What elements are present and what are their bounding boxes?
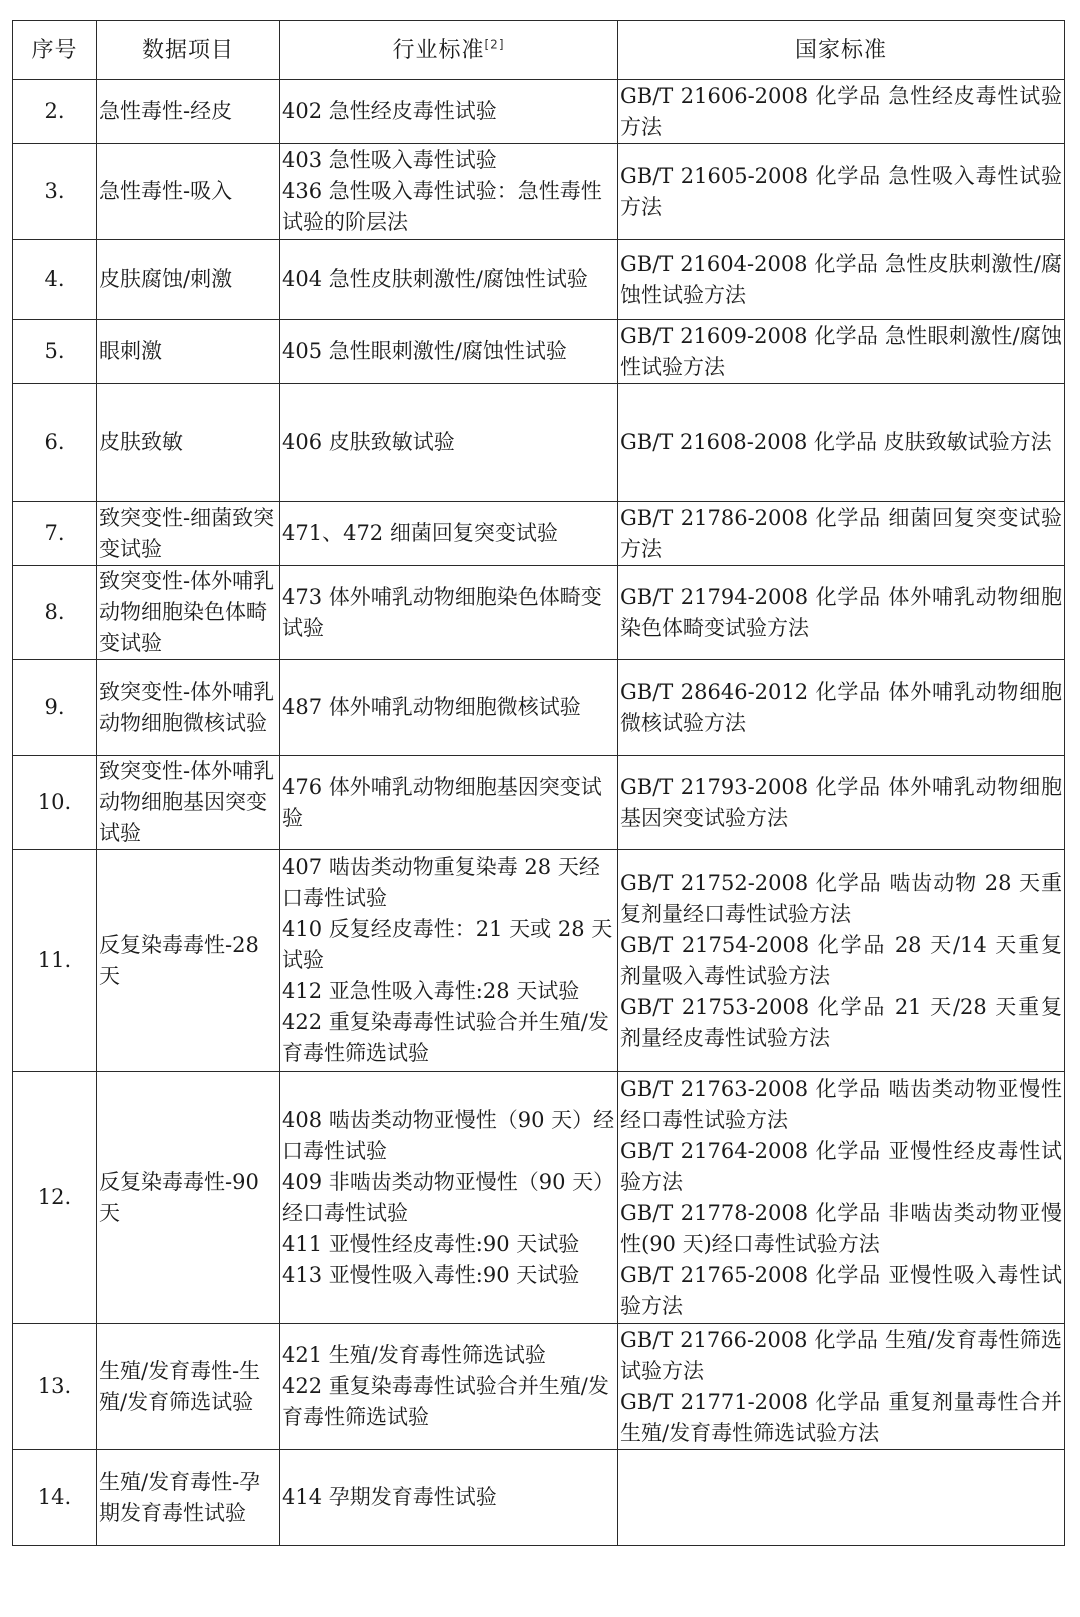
- row-number: 11.: [13, 850, 97, 1072]
- industry-standard: 404 急性皮肤刺激性/腐蚀性试验: [282, 267, 588, 291]
- industry-standard: 405 急性眼刺激性/腐蚀性试验: [282, 339, 567, 363]
- row-number: 3.: [13, 144, 97, 240]
- national-standard-cell: [618, 320, 1065, 384]
- row-number: 14.: [13, 1450, 97, 1546]
- industry-standard: 414 孕期发育毒性试验: [282, 1485, 497, 1509]
- header-item: 数据项目: [97, 21, 280, 80]
- national-standard-cell: [618, 1324, 1065, 1450]
- national-standard: GB/T 21752-2008 化学品 啮齿动物 28 天重复剂量经口毒性试验方法: [620, 870, 1062, 926]
- industry-standard-cell: [280, 80, 618, 144]
- header-national: 国家标准: [618, 21, 1065, 80]
- national-standard: GB/T 21765-2008 化学品 亚慢性吸入毒性试验方法: [620, 1262, 1062, 1318]
- data-item: 致突变性-体外哺乳动物细胞基因突变试验: [97, 756, 280, 850]
- data-item: 生殖/发育毒性-孕期发育毒性试验: [97, 1450, 280, 1546]
- row-number: 10.: [13, 756, 97, 850]
- industry-standard-cell: [280, 502, 618, 566]
- national-standard: GB/T 28646-2012 化学品 体外哺乳动物细胞微核试验方法: [620, 679, 1062, 735]
- data-item: 反复染毒毒性-90 天: [97, 1072, 280, 1324]
- national-standard: GB/T 21754-2008 化学品 28 天/14 天重复剂量吸入毒性试验方法: [620, 932, 1062, 988]
- row-number: 7.: [13, 502, 97, 566]
- national-standard-cell: [618, 850, 1065, 1072]
- data-item: 皮肤腐蚀/刺激: [97, 240, 280, 320]
- national-standard: GB/T 21793-2008 化学品 体外哺乳动物细胞基因突变试验方法: [620, 774, 1062, 830]
- national-standard-cell: [618, 144, 1065, 240]
- row-number: 6.: [13, 384, 97, 502]
- national-standard: GB/T 21605-2008 化学品 急性吸入毒性试验方法: [620, 163, 1062, 219]
- industry-standard: 436 急性吸入毒性试验：急性毒性试验的阶层法: [282, 179, 602, 234]
- data-item: 致突变性-体外哺乳动物细胞染色体畸变试验: [97, 566, 280, 660]
- row-number: 8.: [13, 566, 97, 660]
- table-row: [13, 1450, 1065, 1546]
- national-standard: GB/T 21786-2008 化学品 细菌回复突变试验方法: [620, 505, 1062, 561]
- data-item: 致突变性-细菌致突变试验: [97, 502, 280, 566]
- table-row: [13, 502, 1065, 566]
- industry-standard-cell: [280, 1072, 618, 1324]
- national-standard: GB/T 21753-2008 化学品 21 天/28 天重复剂量经皮毒性试验方法: [620, 994, 1062, 1050]
- national-standard-cell: [618, 1072, 1065, 1324]
- table-row: [13, 756, 1065, 850]
- industry-standard: 410 反复经皮毒性：21 天或 28 天试验: [282, 917, 613, 972]
- national-standard-cell: [618, 566, 1065, 660]
- industry-standard: 471、472 细菌回复突变试验: [282, 521, 558, 545]
- industry-standard: 422 重复染毒毒性试验合并生殖/发育毒性筛选试验: [282, 1374, 609, 1429]
- industry-standard: 487 体外哺乳动物细胞微核试验: [282, 695, 581, 719]
- table-row: [13, 320, 1065, 384]
- industry-standard-cell: [280, 240, 618, 320]
- industry-standard-cell: [280, 850, 618, 1072]
- industry-standard: 409 非啮齿类动物亚慢性（90 天）经口毒性试验: [282, 1169, 615, 1225]
- industry-standard: 422 重复染毒毒性试验合并生殖/发育毒性筛选试验: [282, 1010, 609, 1065]
- national-standard-cell: [618, 502, 1065, 566]
- national-standard: GB/T 21771-2008 化学品 重复剂量毒性合并生殖/发育毒性筛选试验方法: [620, 1389, 1062, 1445]
- industry-standard: 406 皮肤致敏试验: [282, 430, 455, 454]
- national-standard: GB/T 21766-2008 化学品 生殖/发育毒性筛选试验方法: [620, 1327, 1062, 1383]
- national-standard: GB/T 21608-2008 化学品 皮肤致敏试验方法: [620, 430, 1052, 454]
- industry-standard-cell: [280, 320, 618, 384]
- national-standard-cell: [618, 80, 1065, 144]
- industry-standard-cell: [280, 566, 618, 660]
- row-number: 13.: [13, 1324, 97, 1450]
- standards-table: [12, 20, 1065, 1546]
- row-number: 5.: [13, 320, 97, 384]
- industry-standard-cell: [280, 660, 618, 756]
- table-row: [13, 80, 1065, 144]
- national-standard-cell: [618, 384, 1065, 502]
- national-standard: GB/T 21764-2008 化学品 亚慢性经皮毒性试验方法: [620, 1138, 1062, 1194]
- header-industry: [280, 21, 618, 80]
- industry-standard: 473 体外哺乳动物细胞染色体畸变试验: [282, 584, 602, 640]
- data-item: 急性毒性-经皮: [97, 80, 280, 144]
- national-standard-cell: [618, 240, 1065, 320]
- national-standard-cell: [618, 756, 1065, 850]
- industry-standard: 407 啮齿类动物重复染毒 28 天经口毒性试验: [282, 855, 600, 910]
- industry-standard: 421 生殖/发育毒性筛选试验: [282, 1343, 546, 1367]
- industry-standard: 412 亚急性吸入毒性:28 天试验: [282, 979, 580, 1003]
- national-standard: GB/T 21778-2008 化学品 非啮齿类动物亚慢性(90 天)经口毒性试验方法: [620, 1200, 1062, 1256]
- data-item: 皮肤致敏: [97, 384, 280, 502]
- table-row: [13, 144, 1065, 240]
- national-standard: GB/T 21763-2008 化学品 啮齿类动物亚慢性经口毒性试验方法: [620, 1076, 1062, 1132]
- header-no: 序号: [13, 21, 97, 80]
- row-number: 2.: [13, 80, 97, 144]
- table-row: [13, 566, 1065, 660]
- row-number: 4.: [13, 240, 97, 320]
- industry-standard: 476 体外哺乳动物细胞基因突变试验: [282, 774, 602, 830]
- data-item: 急性毒性-吸入: [97, 144, 280, 240]
- header-industry-ref: [2]: [484, 37, 505, 52]
- national-standard: GB/T 21604-2008 化学品 急性皮肤刺激性/腐蚀性试验方法: [620, 251, 1062, 307]
- national-standard: GB/T 21609-2008 化学品 急性眼刺激性/腐蚀性试验方法: [620, 323, 1062, 379]
- industry-standard-cell: [280, 384, 618, 502]
- industry-standard-cell: [280, 1450, 618, 1546]
- header-industry-label: 行业标准: [392, 37, 485, 63]
- table-row: [13, 1072, 1065, 1324]
- row-number: 12.: [13, 1072, 97, 1324]
- national-standard: GB/T 21606-2008 化学品 急性经皮毒性试验方法: [620, 83, 1062, 139]
- industry-standard: 408 啮齿类动物亚慢性（90 天）经口毒性试验: [282, 1107, 615, 1163]
- data-item: 眼刺激: [97, 320, 280, 384]
- table-row: [13, 660, 1065, 756]
- industry-standard: 413 亚慢性吸入毒性:90 天试验: [282, 1262, 580, 1287]
- table-row: [13, 240, 1065, 320]
- industry-standard-cell: [280, 144, 618, 240]
- national-standard-cell: [618, 660, 1065, 756]
- industry-standard: 403 急性吸入毒性试验: [282, 148, 497, 172]
- row-number: 9.: [13, 660, 97, 756]
- data-item: 致突变性-体外哺乳动物细胞微核试验: [97, 660, 280, 756]
- data-item: 生殖/发育毒性-生殖/发育筛选试验: [97, 1324, 280, 1450]
- table-row: [13, 850, 1065, 1072]
- national-standard-cell: [618, 1450, 1065, 1546]
- table-row: [13, 1324, 1065, 1450]
- industry-standard-cell: [280, 756, 618, 850]
- table-row: [13, 384, 1065, 502]
- header-row: [13, 21, 1065, 80]
- data-item: 反复染毒毒性-28 天: [97, 850, 280, 1072]
- industry-standard-cell: [280, 1324, 618, 1450]
- national-standard: GB/T 21794-2008 化学品 体外哺乳动物细胞染色体畸变试验方法: [620, 584, 1062, 640]
- industry-standard: 402 急性经皮毒性试验: [282, 99, 497, 123]
- industry-standard: 411 亚慢性经皮毒性:90 天试验: [282, 1231, 580, 1256]
